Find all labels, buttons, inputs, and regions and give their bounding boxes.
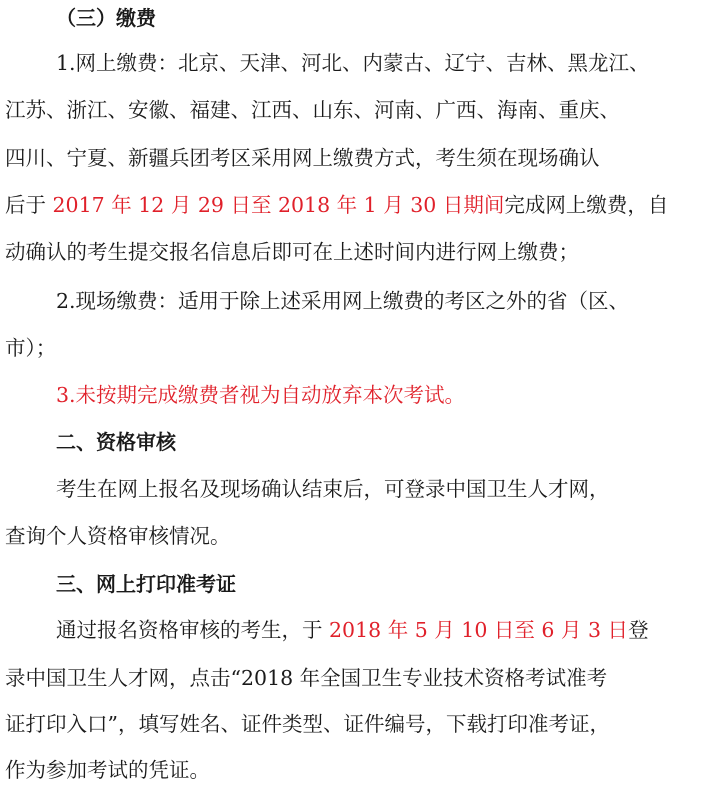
section-payment-heading: （三）缴费 — [56, 6, 156, 30]
payment-item1-line2: 江苏、浙江、安徽、福建、江西、山东、河南、广西、海南、重庆、 — [5, 98, 620, 122]
payment-item1-line3: 四川、宁夏、新疆兵团考区采用网上缴费方式，考生须在现场确认 — [5, 146, 600, 170]
text-segment: 登 — [628, 618, 649, 642]
text-segment: 通过报名资格审核的考生，于 — [56, 618, 323, 642]
payment-item1-line1: 1.网上缴费：北京、天津、河北、内蒙古、辽宁、吉林、黑龙江、 — [56, 51, 650, 75]
section-review-heading: 二、资格审核 — [56, 430, 176, 454]
print-line4: 作为参加考试的凭证。 — [5, 758, 210, 782]
review-line1: 考生在网上报名及现场确认结束后，可登录中国卫生人才网， — [56, 477, 610, 501]
payment-item3-warning: 3.未按期完成缴费者视为自动放弃本次考试。 — [56, 383, 466, 407]
payment-period-highlight: 2017 年 12 月 29 日至 2018 年 1 月 30 日期间 — [46, 193, 505, 217]
print-line1 — [0, 612, 713, 648]
print-line3: 证打印入口”，填写姓名、证件类型、证件编号，下载打印准考证， — [5, 712, 610, 736]
section-print-heading: 三、网上打印准考证 — [56, 572, 236, 596]
print-period-highlight: 2018 年 5 月 10 日至 6 月 3 日 — [322, 618, 629, 642]
print-line2: 录中国卫生人才网，点击“2018 年全国卫生专业技术资格考试准考 — [5, 666, 608, 690]
payment-item1-line5: 动确认的考生提交报名信息后即可在上述时间内进行网上缴费； — [5, 240, 579, 264]
review-line2: 查询个人资格审核情况。 — [5, 524, 231, 548]
text-segment: 后于 — [5, 193, 46, 217]
payment-item2-line2: 市）； — [5, 336, 57, 360]
payment-item2-line1: 2.现场缴费：适用于除上述采用网上缴费的考区之外的省（区、 — [56, 289, 630, 313]
text-segment: 完成网上缴费，自 — [504, 193, 669, 217]
payment-item1-line4 — [0, 187, 713, 223]
